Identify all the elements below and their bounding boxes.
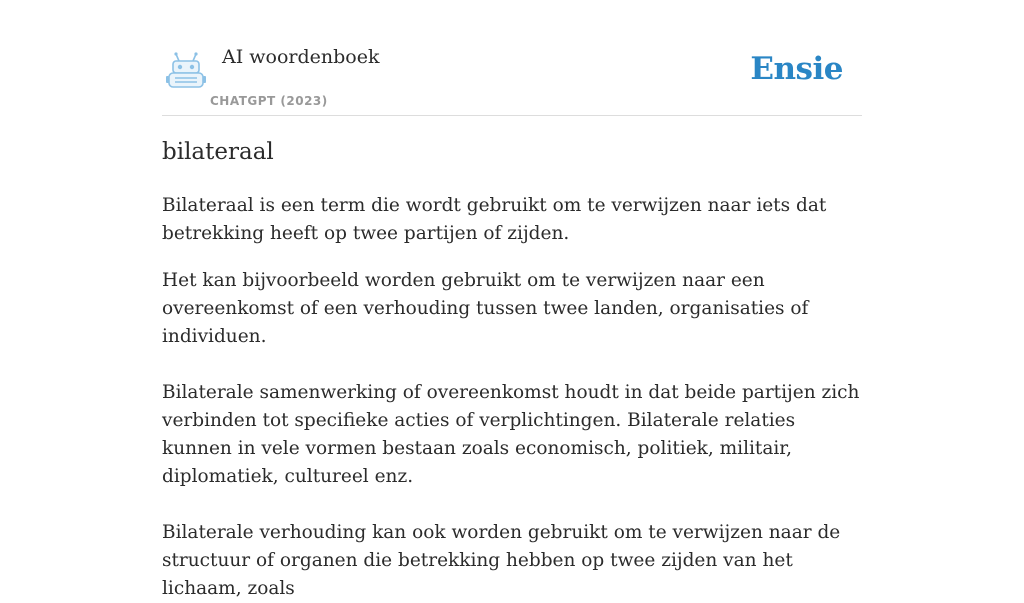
ensie-logo[interactable]: Ensie — [750, 51, 843, 87]
entry-header — [162, 40, 862, 116]
definition-paragraph: Het kan bijvoorbeeld worden gebruikt om te verwijzen naar een overeenkomst of een verhouding tussen twee landen, organisaties of individuen. — [162, 270, 809, 347]
definition-paragraph: Bilateraal is een term die wordt gebruikt om te verwijzen naar iets dat betrekking heeft op twee partijen of zijden. — [162, 195, 827, 244]
robot-icon — [166, 52, 206, 90]
definition-paragraph: Bilaterale verhouding kan ook worden gebruikt om te verwijzen naar de structuur of organen die betrekking hebben op twee zijden van het lichaam, zoals — [162, 522, 841, 599]
definition-paragraph: Bilaterale samenwerking of overeenkomst houdt in dat beide partijen zich verbinden tot specifieke acties of verplichtingen. Bilaterale relaties kunnen in vele vormen bestaan zoals economisch, politiek, militair, diplomatiek, cultureel enz. — [162, 382, 860, 487]
source-title[interactable]: AI woordenboek — [222, 46, 380, 68]
definition-body — [162, 192, 864, 603]
headword: bilateraal — [162, 139, 274, 165]
source-subtitle: CHATGPT (2023) — [210, 94, 328, 108]
